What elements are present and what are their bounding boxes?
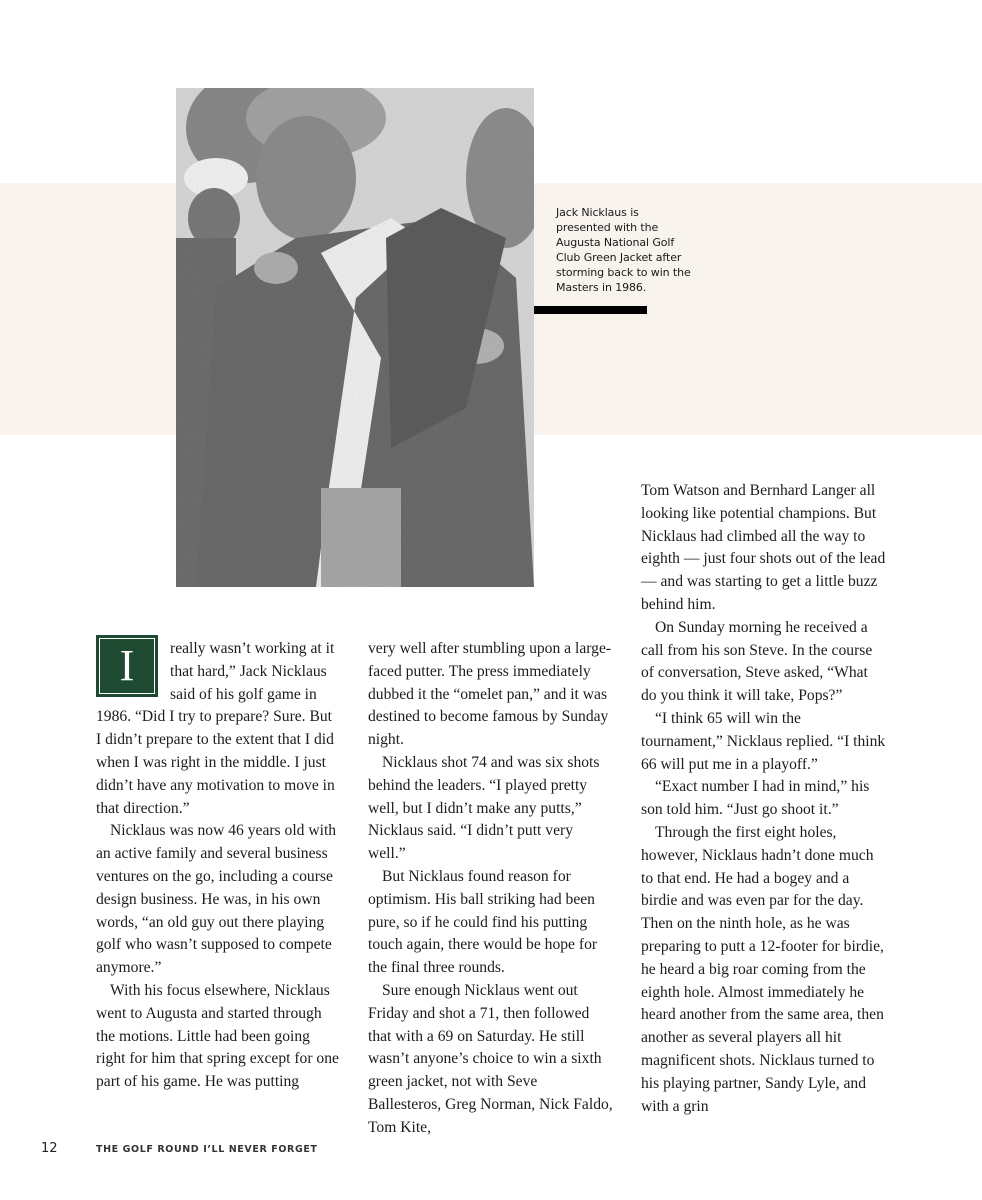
paragraph: Nicklaus shot 74 and was six shots behind the leaders. “I played pretty well, but I didn’t make any putts,” Nicklaus said. “I didn’t putt very well.” bbox=[368, 753, 600, 863]
paragraph: With his focus elsewhere, Nicklaus went to Augusta and started through the motions. Little had been going right for him that spring except for one part of his game. He was putting bbox=[96, 981, 339, 1091]
paragraph: Nicklaus was now 46 years old with an active family and several business ventures on the go, including a course design business. He was, in his own words, “an old guy out there playing golf who wasn’t supposed to compete anymore.” bbox=[96, 822, 337, 977]
photo-illustration bbox=[176, 88, 534, 587]
paragraph: Through the first eight holes, however, Nicklaus hadn’t done much to that end. He had a bogey and a birdie and was even par for the day. Then on the ninth hole, as he was preparing to putt a 12-footer for birdie, he heard a big roar coming from the eighth hole. Almost immediately he heard another from the same area, then another as several players all hit magnificent shots. Nicklaus turned to his playing partner, Sandy Lyle, and with a grin bbox=[641, 823, 884, 1115]
paragraph: But Nicklaus found reason for optimism. His ball striking had been pure, so if he could find his putting touch again, there would be hope for the final three rounds. bbox=[368, 867, 598, 977]
page-number: 12 bbox=[41, 1141, 58, 1156]
paragraph: very well after stumbling upon a large-faced putter. The press immediately dubbed it the “omelet pan,” and it was destined to become famous by Sunday night. bbox=[368, 640, 612, 749]
paragraph: really wasn’t working at it that hard,” Jack Nicklaus said of his golf game in 1986. “Did I try to prepare? Sure. But I didn’t prepare to the extent that I did when I was right in the middle. I just didn’t have any motivation to move in that direction.” bbox=[96, 640, 335, 817]
paragraph: Tom Watson and Bernhard Langer all looking like potential champions. But Nicklaus had climbed all the way to eighth — just four shots out of the lead — and was starting to get a little buzz behind him. bbox=[641, 482, 886, 613]
running-title: THE GOLF ROUND I’LL NEVER FORGET bbox=[96, 1144, 318, 1155]
nicklaus-photo bbox=[176, 88, 534, 587]
paragraph: “Exact number I had in mind,” his son told him. “Just go shoot it.” bbox=[641, 778, 870, 819]
paragraph: On Sunday morning he received a call from his son Steve. In the course of conversation, Steve asked, “What do you think it will take, Pops?” bbox=[641, 618, 873, 705]
paragraph: “I think 65 will win the tournament,” Nicklaus replied. “I think 66 will put me in a playoff.” bbox=[641, 709, 886, 773]
article-column-3 bbox=[641, 480, 886, 1118]
article-column-1 bbox=[96, 638, 341, 1094]
paragraph: Sure enough Nicklaus went out Friday and shot a 71, then followed that with a 69 on Saturday. He still wasn’t anyone’s choice to win a sixth green jacket, not with Seve Ballesteros, Greg Norman, Nick Faldo, Tom Kite, bbox=[368, 981, 613, 1136]
caption-rule bbox=[534, 306, 647, 314]
drop-cap: I bbox=[96, 635, 158, 697]
article-column-2 bbox=[368, 638, 613, 1140]
photo-caption: Jack Nicklaus is presented with the Augusta National Golf Club Green Jacket after storming back to win the Masters in 1986. bbox=[556, 206, 691, 294]
